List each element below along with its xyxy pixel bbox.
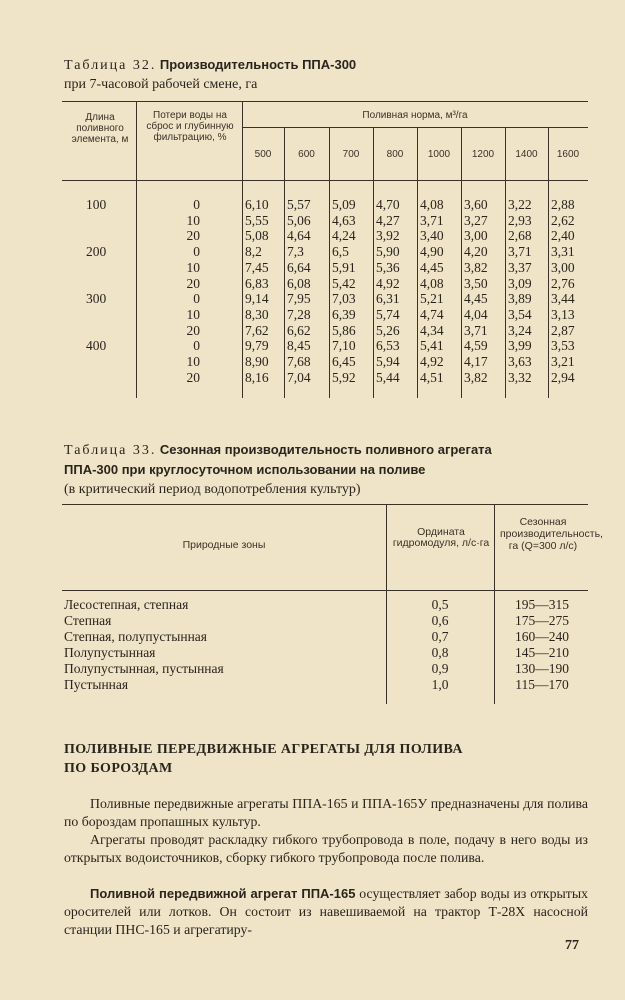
- table33-label: Таблица 33.: [64, 443, 157, 458]
- table33-zone-cell: Степная, полупустынная: [64, 628, 207, 644]
- table32-vline: [136, 101, 137, 398]
- table32-value-cell: 2,88: [551, 197, 575, 212]
- table32-top-rule: [62, 101, 588, 102]
- table32-value-cell: 3,50: [464, 275, 488, 291]
- table32-label: Таблица 32.: [64, 58, 157, 73]
- table32-value-cell: 4,27: [376, 212, 400, 228]
- table32-value-cell: 7,3: [287, 244, 304, 260]
- table32-value-cell: 5,57: [287, 197, 311, 212]
- table32-value-cell: 4,17: [464, 354, 488, 369]
- table32-loss-cell: 20: [186, 322, 200, 338]
- table32-loss-cell: 10: [186, 354, 200, 369]
- table32-value-cell: 5,09: [332, 197, 356, 212]
- table32-title-line1: Производительность ППА-300: [159, 57, 357, 72]
- table32-loss-cell: 0: [193, 197, 200, 212]
- table32-vline: [548, 127, 549, 398]
- table32-loss-cell: 20: [186, 369, 200, 385]
- paragraph-1: Поливные передвижные агрегаты ППА-165 и ППА-165У предназначены для полива по бороздам пропашных культур.: [64, 796, 588, 829]
- page-number: 77: [565, 938, 579, 953]
- table32-value-cell: 6,31: [376, 291, 400, 307]
- table32-length-cell: 400: [86, 338, 107, 354]
- table33-zone-cell: Лесостепная, степная: [64, 597, 189, 612]
- table32-norm-header-cell: 700: [342, 149, 360, 160]
- table32-value-cell: 5,21: [420, 291, 444, 307]
- table33-vline: [386, 504, 387, 704]
- table32-value-cell: 8,45: [287, 338, 311, 354]
- table32-loss-cell: 20: [186, 275, 200, 291]
- table33-col-ordinate-header: Ордината гидромодуля, л/с·га: [392, 526, 490, 549]
- table33-season-cell: 195—315: [515, 597, 569, 612]
- table32-value-cell: 3,21: [551, 354, 575, 369]
- table33-season-cell: 175—275: [515, 612, 569, 628]
- table32-value-cell: 4,45: [420, 259, 444, 275]
- table32-value-cell: 4,04: [464, 306, 488, 322]
- table32-value-cell: 7,03: [332, 291, 356, 307]
- table32-loss-cell: 0: [193, 291, 200, 307]
- section-title-line1: ПОЛИВНЫЕ ПЕРЕДВИЖНЫЕ АГРЕГАТЫ ДЛЯ ПОЛИВА: [64, 742, 463, 757]
- table32-value-cell: 3,82: [464, 369, 488, 385]
- table32-vline: [461, 127, 462, 398]
- table33-title-line2: ППА-300 при круглосуточном использовании на поливе: [64, 462, 426, 477]
- table32-value-cell: 8,16: [245, 369, 269, 385]
- table32-value-cell: 5,36: [376, 259, 400, 275]
- table33-season-cell: 115—170: [515, 676, 569, 692]
- table32-value-cell: 6,5: [332, 244, 349, 260]
- table32-loss-cell: 0: [193, 244, 200, 260]
- table32-value-cell: 5,55: [245, 212, 269, 228]
- table32-loss-cell: 10: [186, 259, 200, 275]
- table32-header-rule: [62, 180, 588, 181]
- table32-value-cell: 3,00: [464, 228, 488, 244]
- table32-value-cell: 3,60: [464, 197, 488, 212]
- section-title-line2: ПО БОРОЗДАМ: [64, 761, 173, 776]
- table32-vline: [417, 127, 418, 398]
- table32-value-cell: 3,22: [508, 197, 532, 212]
- table32-norm-header-cell: 1200: [471, 149, 495, 160]
- table33-title-line1: Сезонная производительность поливного агрегата: [159, 442, 492, 457]
- table32-col-length-header: Длина поливного элемента, м: [71, 112, 129, 145]
- table32-value-cell: 6,62: [287, 322, 311, 338]
- table33-ordinate-cell: 0,6: [431, 612, 449, 628]
- table32-value-cell: 2,76: [551, 275, 575, 291]
- table32-value-cell: 2,94: [551, 369, 575, 385]
- table32-value-cell: 4,92: [376, 275, 400, 291]
- table32-value-cell: 6,45: [332, 354, 356, 369]
- table33-header-rule: [62, 590, 588, 591]
- table33-zone-cell: Полупустынная, пустынная: [64, 660, 224, 676]
- table32-norm-header: Поливная норма, м³/га: [362, 110, 468, 121]
- table32-loss-cell: 20: [186, 228, 200, 244]
- table33-col-season-header: Сезонная производительность, га (Q=300 л/с): [500, 516, 603, 552]
- table32-value-cell: 3,54: [508, 306, 532, 322]
- table32-value-cell: 9,14: [245, 291, 269, 307]
- table33-ordinate-cell: 0,9: [431, 660, 449, 676]
- table33-caption: [64, 440, 584, 499]
- paragraph-3: [64, 885, 588, 938]
- table32-value-cell: 5,94: [376, 354, 400, 369]
- paragraph-2: Агрегаты проводят раскладку гибкого трубопровода в поле, подачу в него воды из открытых водоисточников, сборку гибкого трубопровода после полива.: [64, 832, 588, 865]
- table33-season-cell: 160—240: [515, 628, 569, 644]
- table32-loss-cell: 10: [186, 212, 200, 228]
- table32-value-cell: 3,71: [464, 322, 488, 338]
- section-title: [64, 740, 584, 778]
- table32-length-cell: 300: [86, 291, 107, 307]
- table32-loss-cell: 0: [193, 338, 200, 354]
- table32-value-cell: 3,31: [551, 244, 575, 260]
- table32-value-cell: 3,27: [464, 212, 488, 228]
- table32-value-cell: 4,08: [420, 197, 444, 212]
- table32-value-cell: 3,53: [551, 338, 575, 354]
- table32-value-cell: 4,51: [420, 369, 444, 385]
- table32-value-cell: 3,24: [508, 322, 532, 338]
- table32-value-cell: 4,63: [332, 212, 356, 228]
- table32-value-cell: 2,62: [551, 212, 575, 228]
- table32-value-cell: 5,74: [376, 306, 400, 322]
- table32-norm-rule: [242, 127, 588, 128]
- table32-value-cell: 7,62: [245, 322, 269, 338]
- table32-caption: [64, 55, 584, 94]
- table32-norm-header-cell: 600: [298, 149, 315, 160]
- table32-value-cell: 5,91: [332, 259, 356, 275]
- table32-value-cell: 3,44: [551, 291, 575, 307]
- table32-value-cell: 6,53: [376, 338, 400, 354]
- table33-zone-cell: Пустынная: [64, 676, 129, 692]
- table32-value-cell: 5,42: [332, 275, 356, 291]
- table32-value-cell: 5,44: [376, 369, 400, 385]
- table32-value-cell: 3,71: [420, 212, 444, 228]
- table32-length-cell: 100: [86, 197, 107, 212]
- table32-value-cell: 4,08: [420, 275, 444, 291]
- table32-value-cell: 4,92: [420, 354, 444, 369]
- table32-norm-header-cell: 800: [386, 149, 404, 160]
- table32-value-cell: 3,32: [508, 369, 532, 385]
- table32-value-cell: 4,64: [287, 228, 311, 244]
- table32-norm-header-cell: 1600: [556, 149, 580, 160]
- table33-season-cell: 130—190: [515, 660, 569, 676]
- table32-value-cell: 7,10: [332, 338, 356, 354]
- table32-vline: [505, 127, 506, 398]
- table32-value-cell: 6,39: [332, 306, 356, 322]
- table33-zone-cell: Полупустынная: [64, 644, 156, 660]
- table32-value-cell: 5,08: [245, 228, 269, 244]
- table32-value-cell: 8,90: [245, 354, 269, 369]
- table32-value-cell: 3,37: [508, 259, 532, 275]
- table32-value-cell: 6,10: [245, 197, 269, 212]
- table32-value-cell: 3,71: [508, 244, 532, 260]
- table32-vline: [373, 127, 374, 398]
- table32-value-cell: 6,64: [287, 259, 311, 275]
- table32-vline: [329, 127, 330, 398]
- paragraph-3-rest: осуществляет забор воды из открытых оросителей или лотков. Он состоит из навешиваемой на трактор Т-28Х насосной станции ПНС-165 и агрегатиру-: [64, 886, 589, 937]
- table32-title-line2: при 7-часовой рабочей смене, га: [64, 77, 258, 92]
- paragraph-3-bold: Поливной передвижной агрегат ППА-165: [90, 886, 356, 901]
- table32-value-cell: 5,06: [287, 212, 311, 228]
- table32-value-cell: 7,45: [245, 259, 269, 275]
- table33-ordinate-cell: 0,7: [431, 628, 449, 644]
- table32-value-cell: 4,20: [464, 244, 488, 260]
- table32-value-cell: 4,24: [332, 228, 356, 244]
- table32-value-cell: 5,92: [332, 369, 356, 385]
- table32-loss-cell: 10: [186, 306, 200, 322]
- table32-value-cell: 3,00: [551, 259, 575, 275]
- table32-col-loss-header: Потери воды на сброс и глубинную фильтрацию, %: [146, 110, 234, 143]
- table32-value-cell: 6,08: [287, 275, 311, 291]
- table32-value-cell: 5,86: [332, 322, 356, 338]
- table32-value-cell: 4,45: [464, 291, 488, 307]
- table32-value-cell: 4,59: [464, 338, 488, 354]
- table32-vline: [284, 127, 285, 398]
- table32-value-cell: 3,40: [420, 228, 444, 244]
- table32-value-cell: 2,93: [508, 212, 532, 228]
- table32-value-cell: 3,89: [508, 291, 532, 307]
- table32-length-cell: 200: [86, 244, 107, 260]
- table33-top-rule: [62, 504, 588, 505]
- table33-ordinate-cell: 1,0: [431, 676, 449, 692]
- table33-zone-cell: Степная: [64, 612, 112, 628]
- table32-norm-header-cell: 1000: [427, 149, 451, 160]
- table32-value-cell: 5,26: [376, 322, 400, 338]
- table32-value-cell: 4,34: [420, 322, 444, 338]
- table33-ordinate-cell: 0,5: [431, 597, 449, 612]
- table33-vline: [494, 504, 495, 704]
- table32-value-cell: 5,90: [376, 244, 400, 260]
- table32-value-cell: 6,83: [245, 275, 269, 291]
- table33-season-cell: 145—210: [515, 644, 569, 660]
- table32-value-cell: 8,2: [245, 244, 262, 260]
- table32-value-cell: 3,82: [464, 259, 488, 275]
- table32-value-cell: 7,95: [287, 291, 311, 307]
- table32-value-cell: 4,74: [420, 306, 444, 322]
- table32-norm-header-cell: 500: [254, 149, 272, 160]
- table32-norm-header-cell: 1400: [515, 149, 538, 160]
- table32-value-cell: 9,79: [245, 338, 269, 354]
- table32-value-cell: 3,99: [508, 338, 532, 354]
- table32-value-cell: 8,30: [245, 306, 269, 322]
- table32-value-cell: 3,13: [551, 306, 575, 322]
- table32-value-cell: 3,92: [376, 228, 400, 244]
- table32-value-cell: 4,70: [376, 197, 400, 212]
- table32-value-cell: 3,09: [508, 275, 532, 291]
- table33-ordinate-cell: 0,8: [431, 644, 449, 660]
- table32-value-cell: 2,68: [508, 228, 532, 244]
- table32-value-cell: 7,04: [287, 369, 311, 385]
- table32-value-cell: 2,87: [551, 322, 575, 338]
- table32-value-cell: 7,28: [287, 306, 311, 322]
- table33-col-zone-header: Природные зоны: [182, 539, 266, 551]
- table32-vline: [242, 101, 243, 398]
- table32-value-cell: 5,41: [420, 338, 444, 354]
- table32-value-cell: 2,40: [551, 228, 575, 244]
- table32-value-cell: 7,68: [287, 354, 311, 369]
- table32-value-cell: 3,63: [508, 354, 532, 369]
- table32-value-cell: 4,90: [420, 244, 444, 260]
- table33-title-line3: (в критический период водопотребления культур): [64, 482, 361, 497]
